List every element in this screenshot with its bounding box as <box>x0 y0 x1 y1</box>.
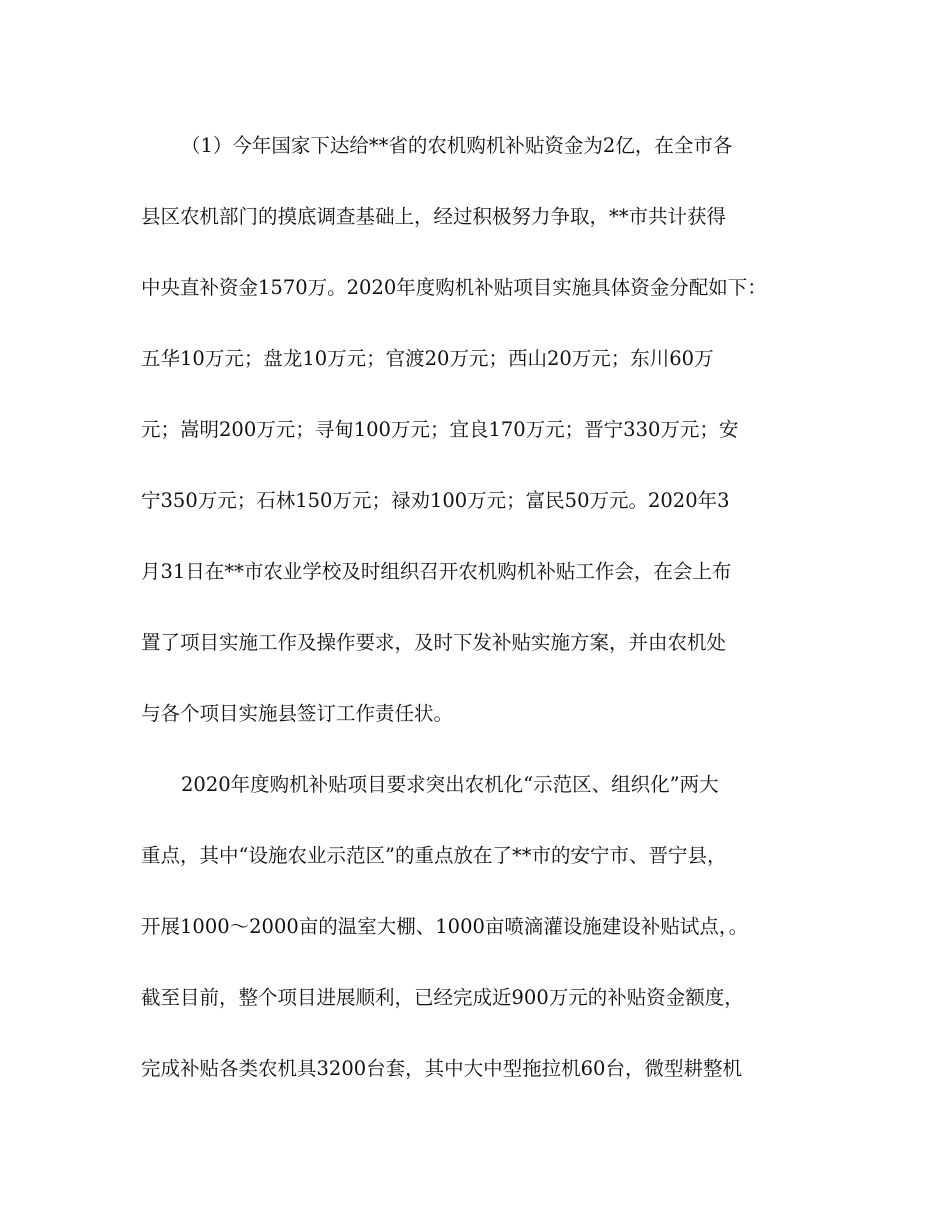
paragraph-2-line-3: 开展1000～2000亩的温室大棚、1000亩喷滴灌设施建设补贴试点，。 <box>141 915 749 938</box>
paragraph-2-line-5: 完成补贴各类农机具3200台套，其中大中型拖拉机60台，微型耕整机 <box>141 1057 742 1080</box>
paragraph-1-line-3: 中央直补资金1570万。2020年度购机补贴项目实施具体资金分配如下： <box>141 276 767 299</box>
paragraph-1-line-9: 与各个项目实施县签订工作责任状。 <box>141 702 454 725</box>
paragraph-1-line-5: 元；嵩明200万元；寻甸100万元；宜良170万元；晋宁330万元；安 <box>141 418 739 441</box>
paragraph-1-line-8: 置了项目实施工作及操作要求，及时下发补贴实施方案，并由农机处 <box>141 631 727 654</box>
paragraph-1-line-1: （1）今年国家下达给**省的农机购机补贴资金为2亿，在全市各 <box>181 134 733 157</box>
paragraph-2-line-1: 2020年度购机补贴项目要求突出农机化“示范区、组织化”两大 <box>181 773 719 796</box>
paragraph-1-line-6: 宁350万元；石林150万元；禄劝100万元；富民50万元。2020年3 <box>141 489 730 512</box>
paragraph-1-line-4: 五华10万元；盘龙10万元；官渡20万元；西山20万元；东川60万 <box>141 347 714 370</box>
paragraph-1-line-2: 县区农机部门的摸底调查基础上，经过积极努力争取，**市共计获得 <box>141 205 727 228</box>
paragraph-1-line-7: 月31日在**市农业学校及时组织召开农机购机补贴工作会，在会上布 <box>141 560 732 583</box>
paragraph-2-line-4: 截至目前，整个项目进展顺利，已经完成近900万元的补贴资金额度， <box>141 986 744 1009</box>
paragraph-2-line-2: 重点，其中“设施农业示范区”的重点放在了**市的安宁市、晋宁县， <box>141 844 727 867</box>
